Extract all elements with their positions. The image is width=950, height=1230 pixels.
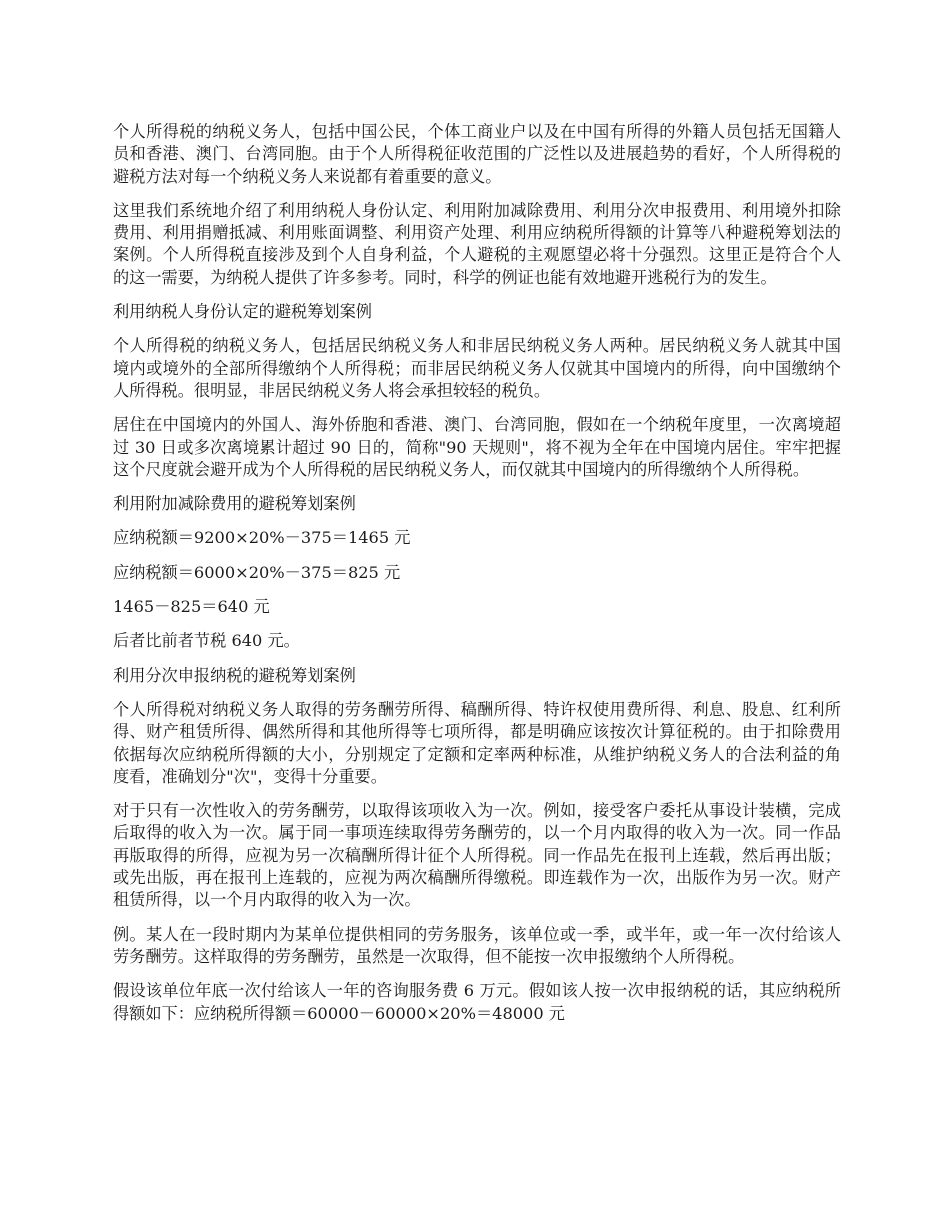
paragraph-example-calculation: 假设该单位年底一次付给该人一年的咨询服务费 6 万元。假如该人按一次申报纳税的话，其应纳税所得额如下：应纳税所得额＝60000－60000×20%＝48000 元 <box>113 981 841 1023</box>
paragraph-90-day-rule: 居住在中国境内的外国人、海外侨胞和香港、澳门、台湾同胞，假如在一个纳税年度里，一次离境超过 30 日或多次离境累计超过 90 日的，简称"90 天规则"，将不视为全年在中国境内居住。牢牢把握这个尺度就会避开成为个人所得税的居民纳税义务人，而仅就其中国境内的所得缴纳个人所得税。 <box>113 415 841 479</box>
formula-line: 应纳税额＝6000×20%－375＝825 元 <box>113 562 401 582</box>
formula-conclusion: 后者比前者节税 640 元。 <box>113 631 300 651</box>
section-heading-identity: 利用纳税人身份认定的避税筹划案例 <box>113 302 372 322</box>
formula-line: 1465－825＝640 元 <box>113 597 270 617</box>
paragraph-identity-types: 个人所得税的纳税义务人，包括居民纳税义务人和非居民纳税义务人两种。居民纳税义务人就其中国境内或境外的全部所得缴纳个人所得税；而非居民纳税义务人仅就其中国境内的所得，向中国缴纳个人所得税。很明显，非居民纳税义务人将会承担较轻的税负。 <box>113 336 841 400</box>
paragraph-installment-rules: 个人所得税对纳税义务人取得的劳务酬劳所得、稿酬所得、特许权使用费所得、利息、股息、红利所得、财产租赁所得、偶然所得和其他所得等七项所得，都是明确应该按次计算征税的。由于扣除费用依据每次应纳税所得额的大小，分别规定了定额和定率两种标准，从维护纳税义务人的合法利益的角度看，准确划分"次"，变得十分重要。 <box>113 699 841 786</box>
formula-line: 应纳税额＝9200×20%－375＝1465 元 <box>113 528 411 548</box>
paragraph-example: 例。某人在一段时期内为某单位提供相同的劳务服务，该单位或一季，或半年，或一年一次付给该人劳务酬劳。这样取得的劳务酬劳，虽然是一次取得，但不能按一次申报缴纳个人所得税。 <box>113 924 841 966</box>
section-heading-installment: 利用分次申报纳税的避税筹划案例 <box>113 665 356 685</box>
paragraph-intro: 个人所得税的纳税义务人，包括中国公民，个体工商业户以及在中国有所得的外籍人员包括无国籍人员和香港、澳门、台湾同胞。由于个人所得税征收范围的广泛性以及进展趋势的看好，个人所得税的避税方法对每一个纳税义务人来说都有着重要的意义。 <box>113 122 841 186</box>
section-heading-deduction: 利用附加减除费用的避税筹划案例 <box>113 494 356 514</box>
document-page <box>113 121 841 1037</box>
paragraph-overview: 这里我们系统地介绍了利用纳税人身份认定、利用附加减除费用、利用分次申报费用、利用境外扣除费用、利用捐赠抵减、利用账面调整、利用资产处理、利用应纳税所得额的计算等八种避税筹划法的案例。个人所得税直接涉及到个人自身利益，个人避税的主观愿望必将十分强烈。这里正是符合个人的这一需要，为纳税人提供了许多参考。同时，科学的例证也能有效地避开逃税行为的发生。 <box>113 200 841 287</box>
paragraph-one-time-income: 对于只有一次性收入的劳务酬劳，以取得该项收入为一次。例如，接受客户委托从事设计装横，完成后取得的收入为一次。属于同一事项连续取得劳务酬劳的，以一个月内取得的收入为一次。同一作品再版取得的所得，应视为另一次稿酬所得计征个人所得税。同一作品先在报刊上连载，然后再出版；或先出版，再在报刊上连载的，应视为两次稿酬所得缴税。即连载作为一次，出版作为另一次。财产租赁所得，以一个月内取得的收入为一次。 <box>113 801 841 910</box>
